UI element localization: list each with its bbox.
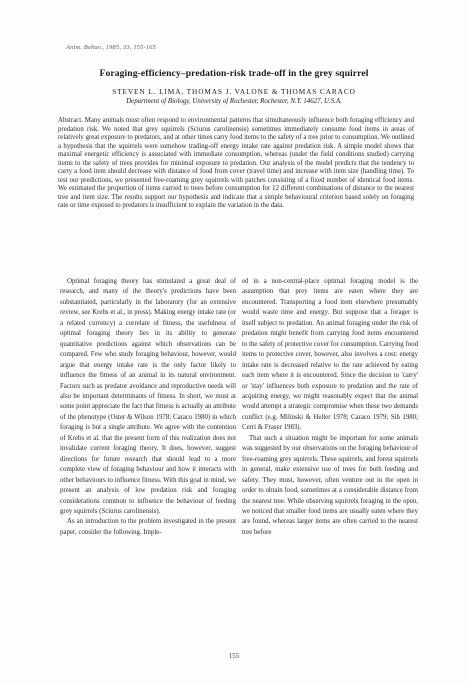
right-column [242, 277, 418, 538]
body-paragraph: That such a situation might be important for some animals was suggested by our observations on the foraging behaviour of free-roaming grey squirrels. These squirrels, and forest squirrels in general, make extensive use of trees for both feeding and safety. They must, however, often venture out in the open in order to obtain food, sometimes at a considerable distance from the nearest tree. While observing squirrels foraging in the open, we noticed that smaller food items are usually eaten where they are found, whereas larger items are often carried to the nearest tree before [242, 434, 418, 536]
body-paragraph: ed in a non-central-place optimal foraging model is the assumption that prey items are eaten where they are encountered. Transporting a food item elsewhere presumably would waste time and energy. But suppose that a forager is itself subject to predation. An animal foraging under the risk of predation might benefit from carrying food items encountered to the safety of protective cover for consumption. Carrying food items to protective cover, however, also involves a cost: energy intake rate is decreased relative to the rate achieved by eating each item where it is encountered. Since the decision to 'carry' or 'stay' influences both exposure to predation and the rate of acquiring energy, we might reasonably expect that the animal would attempt a strategic compromise when these two demands conflict (e.g. Milinski & Heller 1978; Caraco 1979; Sih 1980; Cerri & Fraser 1983). [242, 278, 418, 432]
author-list: STEVEN L. LIMA, THOMAS J. VALONE & THOMAS CARACO [112, 87, 356, 96]
page-number: 155 [228, 653, 240, 660]
abstract: Abstract. Many animals must often respond to environmental patterns that simultaneously influence both foraging efficiency and predation risk. We noted that grey squirrels (Sciurus carolinensis) sometimes immediately consume food items in areas of relatively great exposure to predators, and at other times carry food items to the safety of a tree prior to consumption. We outlined a hypothesis that the squirrels were somehow trading-off energy intake rate against predation risk. A simple model shows that maximal energetic efficiency is associated with immediate consumption, whereas (under the field conditions studied) carrying items to the safety of trees provides for minimal exposure to predation. Our analysis of the model predicts that the tendency to carry a food item should decrease with distance of food from cover (travel time) and increase with item size (handling time). To test our predictions, we presented free-roaming grey squirrels with patches consisting of a fixed number of identical food items. We estimated the proportion of items carried to trees before consumption for 12 different combinations of distance to the nearest tree and item size. The results support our hypothesis and indicate that a simple behavioural criterion based solely on foraging rate or time exposed to predators is insufficient to explain the variation in the data. [58, 117, 414, 210]
journal-citation: Anim. Behav., 1985, 33, 155-165 [66, 44, 157, 51]
paper-title: Foraging-efficiency–predation-risk trade-off in the grey squirrel [99, 68, 369, 79]
body-paragraph: As an introduction to the problem investigated in the present paper, consider the following. Imple- [60, 518, 236, 536]
body-paragraph: Optimal foraging theory has stimulated a great deal of research, and many of the theory's predictions have been substantiated, particularly in the laboratory (for an extensive review, see Krebs et al., in press). Making energy intake rate (or a related currency) a correlate of fitness, the usefulness of optimal foraging theory lies in its ability to generate quantitative predictions against which observations can be compared. Few who study foraging behaviour, however, would argue that energy intake rate is the only factor likely to influence the fitness of an animal in its natural environment. Factors such as predator avoidance and reproductive needs will also be important determinants of fitness. In short, we must at some point appreciate the fact that fitness is actually an attribute of the phenotype (Oster & Wilson 1978; Caraco 1980) in which foraging is but a single attribute. We agree with the contention of Krebs et al. that the present form of this realization does not invalidate current foraging theory. It does, however, suggest directions for future research that should lead to a more complete view of foraging behaviour and how it interacts with other behaviours to influence fitness. With this goal in mind, we present an analysis of low predation risk and foraging considerations common to influence the behaviour of feeding grey squirrels (Sciurus carolinensis). [60, 278, 236, 515]
affiliation: Department of Biology, University of Rochester, Rochester, N.Y. 14627, U.S.A. [126, 98, 342, 105]
left-column [60, 277, 236, 538]
